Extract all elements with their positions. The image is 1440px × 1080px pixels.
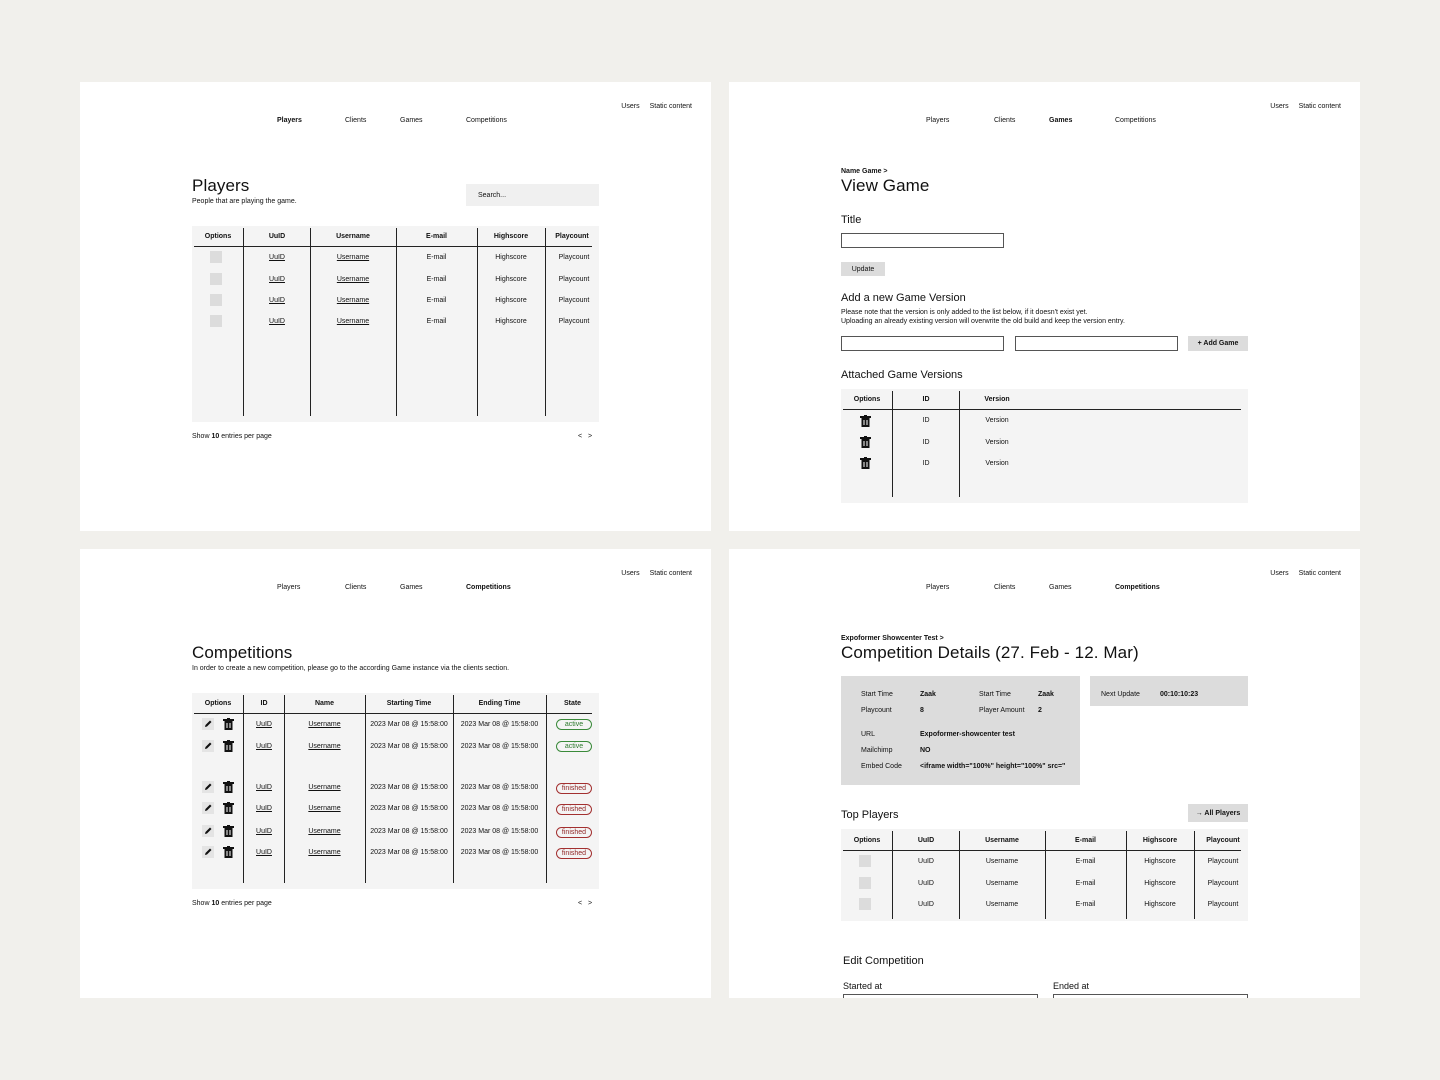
highscore-cell: Highscore: [1144, 880, 1176, 887]
col-playcount: Playcount: [555, 233, 589, 240]
end-cell: 2023 Mar 08 @ 15:58:00: [460, 743, 539, 750]
uuid-link[interactable]: UuID: [269, 276, 285, 283]
entries-count[interactable]: 10: [211, 900, 220, 907]
row-checkbox[interactable]: [859, 855, 871, 867]
email-cell: E-mail: [426, 297, 447, 304]
playcount-label: Playcount: [861, 707, 892, 714]
page-subtitle: In order to create a new competition, please go to the according Game instance via the clients section.: [192, 665, 510, 672]
nav-players[interactable]: Players: [926, 117, 950, 124]
trash-icon[interactable]: [860, 415, 871, 427]
trash-icon[interactable]: [223, 825, 234, 837]
edit-icon[interactable]: [202, 718, 214, 730]
name-link[interactable]: Username: [308, 784, 341, 791]
ended-at-label: Ended at: [1053, 981, 1090, 991]
col-email: E-mail: [1074, 837, 1096, 844]
playcount-cell: Playcount: [558, 254, 590, 261]
header-divider: [194, 713, 592, 714]
nav-competitions[interactable]: Competitions: [1115, 117, 1156, 124]
end-cell: 2023 Mar 08 @ 15:58:00: [460, 849, 539, 856]
top-links: [1270, 570, 1341, 577]
playcount-cell: Playcount: [1207, 880, 1239, 887]
status-badge: active: [556, 719, 592, 730]
id-link[interactable]: UuID: [256, 849, 272, 856]
uuid-cell: UuID: [918, 858, 934, 865]
username-link[interactable]: Username: [336, 254, 370, 261]
edit-icon[interactable]: [202, 740, 214, 752]
next-update-box: [1090, 676, 1248, 706]
id-link[interactable]: UuID: [256, 828, 272, 835]
pager[interactable]: < >: [578, 900, 595, 907]
mailchimp-label: Mailchimp: [861, 747, 893, 754]
playcount-cell: Playcount: [1207, 858, 1239, 865]
nav-clients[interactable]: Clients: [994, 584, 1016, 591]
search-input[interactable]: [466, 184, 599, 206]
status-badge: finished: [556, 848, 592, 859]
footer-show: Show: [192, 900, 212, 907]
version-input[interactable]: [841, 336, 1004, 351]
entries-count[interactable]: 10: [211, 433, 220, 440]
email-cell: E-mail: [1075, 880, 1096, 887]
next-update-value: 00:10:10:23: [1160, 691, 1199, 698]
col-options: Options: [853, 396, 881, 403]
add-game-button[interactable]: + Add Game: [1188, 336, 1248, 351]
url-label: URL: [861, 731, 876, 738]
header-divider: [194, 246, 592, 247]
name-link[interactable]: Username: [308, 743, 341, 750]
top-links: [1270, 103, 1341, 110]
status-badge: finished: [556, 827, 592, 838]
static-content-link[interactable]: Static content: [649, 570, 692, 577]
username-cell: Username: [985, 858, 1019, 865]
nav-competitions[interactable]: Competitions: [466, 117, 507, 124]
page-title: View Game: [841, 176, 930, 195]
users-link[interactable]: Users: [1270, 570, 1289, 577]
edit-competition-heading: Edit Competition: [843, 955, 924, 967]
id-cell: ID: [922, 460, 930, 467]
top-links: [621, 103, 692, 110]
embed-code-label: Embed Code: [861, 763, 902, 770]
uuid-cell: UuID: [918, 901, 934, 908]
highscore-cell: Highscore: [495, 276, 527, 283]
users-link[interactable]: Users: [621, 103, 640, 110]
page-subtitle: People that are playing the game.: [192, 198, 297, 205]
trash-icon[interactable]: [223, 740, 234, 752]
ended-at-input[interactable]: [1053, 994, 1248, 998]
row-checkbox[interactable]: [859, 898, 871, 910]
nav-clients[interactable]: Clients: [994, 117, 1016, 124]
edit-icon[interactable]: [202, 781, 214, 793]
competition-info-box: [841, 676, 1080, 785]
status-badge: finished: [556, 783, 592, 794]
top-players-table: [841, 829, 1248, 921]
footer-rest: entries per page: [219, 433, 272, 440]
top-players-heading: Top Players: [841, 809, 899, 821]
col-id: ID: [922, 396, 930, 403]
highscore-cell: Highscore: [1144, 901, 1176, 908]
url-value[interactable]: Expoformer-showcenter test: [920, 731, 1015, 738]
start-time-2-label: Start Time: [979, 691, 1011, 698]
id-link[interactable]: UuID: [256, 721, 272, 728]
start-cell: 2023 Mar 08 @ 15:58:00: [370, 784, 448, 791]
col-playcount: Playcount: [1206, 837, 1240, 844]
users-link[interactable]: Users: [621, 570, 640, 577]
trash-icon[interactable]: [223, 846, 234, 858]
email-cell: E-mail: [426, 254, 447, 261]
static-content-link[interactable]: Static content: [649, 103, 692, 110]
col-options: Options: [204, 233, 232, 240]
row-checkbox[interactable]: [210, 294, 222, 306]
col-uuid: UuID: [268, 233, 286, 240]
edit-icon[interactable]: [202, 825, 214, 837]
row-checkbox[interactable]: [210, 315, 222, 327]
name-link[interactable]: Username: [308, 721, 341, 728]
id-cell: ID: [922, 439, 930, 446]
col-email: E-mail: [425, 233, 447, 240]
start-time-value: Zaak: [920, 691, 936, 698]
col-state: State: [563, 700, 582, 707]
row-checkbox[interactable]: [210, 251, 222, 263]
player-amount-label: Player Amount: [979, 707, 1025, 714]
competitions-table: [192, 693, 599, 889]
nav-clients[interactable]: Clients: [345, 584, 367, 591]
start-cell: 2023 Mar 08 @ 15:58:00: [370, 721, 448, 728]
col-options: Options: [204, 700, 232, 707]
build-file-input[interactable]: [1015, 336, 1178, 351]
id-cell: ID: [922, 417, 930, 424]
new-version-heading: Add a new Game Version: [841, 292, 966, 304]
edit-icon[interactable]: [202, 846, 214, 858]
pagination-size: [192, 433, 272, 440]
search-placeholder: Search...: [478, 191, 507, 199]
nav-clients[interactable]: Clients: [345, 117, 367, 124]
playcount-cell: Playcount: [558, 276, 590, 283]
end-cell: 2023 Mar 08 @ 15:58:00: [460, 805, 539, 812]
all-players-button[interactable]: → All Players: [1188, 804, 1248, 822]
highscore-cell: Highscore: [495, 297, 527, 304]
player-amount-value: 2: [1038, 707, 1042, 714]
uuid-link[interactable]: UuID: [269, 254, 285, 261]
nav-players[interactable]: Players: [277, 117, 302, 124]
top-links: [621, 570, 692, 577]
pagination-size: [192, 900, 272, 907]
nav-players[interactable]: Players: [277, 584, 301, 591]
end-cell: 2023 Mar 08 @ 15:58:00: [460, 784, 539, 791]
status-badge: active: [556, 741, 592, 752]
col-uuid: UuID: [917, 837, 935, 844]
version-cell: Version: [985, 417, 1009, 424]
username-cell: Username: [985, 901, 1019, 908]
embed-code-value[interactable]: <iframe width="100%" height="100%" src=": [920, 763, 1066, 770]
page-title: Players: [192, 176, 250, 195]
users-link[interactable]: Users: [1270, 103, 1289, 110]
col-name: Name: [314, 700, 335, 707]
end-cell: 2023 Mar 08 @ 15:58:00: [460, 721, 539, 728]
version-note-2: Uploading an already existing version will overwrite the old build and keep the version entry.: [841, 318, 1125, 325]
nav-games[interactable]: Games: [1049, 584, 1072, 591]
username-link[interactable]: Username: [336, 297, 370, 304]
col-ending-time: Ending Time: [478, 700, 521, 707]
name-link[interactable]: Username: [308, 805, 341, 812]
id-link[interactable]: UuID: [256, 784, 272, 791]
start-cell: 2023 Mar 08 @ 15:58:00: [370, 828, 448, 835]
username-cell: Username: [985, 880, 1019, 887]
email-cell: E-mail: [426, 318, 447, 325]
edit-icon[interactable]: [202, 802, 214, 814]
versions-table: [841, 389, 1248, 503]
playcount-cell: Playcount: [558, 318, 590, 325]
started-at-input[interactable]: [843, 994, 1038, 998]
breadcrumb[interactable]: Name Game >: [841, 168, 888, 175]
trash-icon[interactable]: [223, 781, 234, 793]
competition-details-panel: [729, 549, 1360, 998]
col-id: ID: [260, 700, 268, 707]
footer-show: Show: [192, 433, 212, 440]
attached-versions-heading: Attached Game Versions: [841, 369, 963, 381]
row-checkbox[interactable]: [859, 877, 871, 889]
id-link[interactable]: UuID: [256, 743, 272, 750]
breadcrumb[interactable]: Expoformer Showcenter Test >: [841, 635, 944, 642]
nav-competitions[interactable]: Competitions: [1115, 584, 1160, 591]
version-cell: Version: [985, 439, 1009, 446]
started-at-label: Started at: [843, 981, 883, 991]
nav-competitions[interactable]: Competitions: [466, 584, 511, 591]
row-checkbox[interactable]: [210, 273, 222, 285]
static-content-link[interactable]: Static content: [1298, 103, 1341, 110]
start-cell: 2023 Mar 08 @ 15:58:00: [370, 849, 448, 856]
nav-games[interactable]: Games: [400, 584, 423, 591]
uuid-link[interactable]: UuID: [269, 318, 285, 325]
nav-games[interactable]: Games: [400, 117, 423, 124]
start-cell: 2023 Mar 08 @ 15:58:00: [370, 743, 448, 750]
end-cell: 2023 Mar 08 @ 15:58:00: [460, 828, 539, 835]
email-cell: E-mail: [1075, 901, 1096, 908]
players-panel: [80, 82, 711, 531]
start-time-label: Start Time: [861, 691, 893, 698]
col-highscore: Highscore: [1142, 837, 1178, 844]
col-starting-time: Starting Time: [386, 700, 432, 707]
update-button[interactable]: Update: [841, 262, 885, 276]
mailchimp-value: NO: [920, 747, 931, 754]
uuid-link[interactable]: UuID: [269, 297, 285, 304]
col-username: Username: [336, 233, 370, 240]
status-badge: finished: [556, 804, 592, 815]
col-version: Version: [984, 396, 1010, 403]
footer-rest: entries per page: [219, 900, 272, 907]
col-highscore: Highscore: [493, 233, 529, 240]
trash-icon[interactable]: [223, 802, 234, 814]
title-label: Title: [841, 214, 862, 226]
page-title: Competition Details (27. Feb - 12. Mar): [841, 643, 1139, 662]
header-divider: [843, 850, 1241, 851]
trash-icon[interactable]: [860, 436, 871, 448]
playcount-value: 8: [920, 707, 924, 714]
name-link[interactable]: Username: [308, 828, 341, 835]
highscore-cell: Highscore: [495, 318, 527, 325]
start-cell: 2023 Mar 08 @ 15:58:00: [370, 805, 448, 812]
players-table: [192, 226, 599, 422]
version-note-1: Please note that the version is only added to the list below, if it doesn't exist yet.: [841, 309, 1088, 316]
id-link[interactable]: UuID: [256, 805, 272, 812]
name-link[interactable]: Username: [308, 849, 341, 856]
header-divider: [843, 409, 1241, 410]
trash-icon[interactable]: [223, 718, 234, 730]
title-input[interactable]: [841, 233, 1004, 248]
static-content-link[interactable]: Static content: [1298, 570, 1341, 577]
nav-players[interactable]: Players: [926, 584, 950, 591]
col-divider: [546, 695, 547, 883]
start-time-2-value: Zaak: [1038, 691, 1054, 698]
uuid-cell: UuID: [918, 880, 934, 887]
email-cell: E-mail: [426, 276, 447, 283]
username-link[interactable]: Username: [336, 276, 370, 283]
competitions-panel: [80, 549, 711, 998]
highscore-cell: Highscore: [1144, 858, 1176, 865]
next-update-label: Next Update: [1101, 691, 1140, 698]
version-cell: Version: [985, 460, 1009, 467]
email-cell: E-mail: [1075, 858, 1096, 865]
playcount-cell: Playcount: [1207, 901, 1239, 908]
pager[interactable]: < >: [578, 433, 595, 440]
page-title: Competitions: [192, 643, 293, 662]
username-link[interactable]: Username: [336, 318, 370, 325]
playcount-cell: Playcount: [558, 297, 590, 304]
view-game-panel: [729, 82, 1360, 531]
col-username: Username: [985, 837, 1019, 844]
highscore-cell: Highscore: [495, 254, 527, 261]
col-options: Options: [853, 837, 881, 844]
nav-games[interactable]: Games: [1049, 117, 1073, 124]
trash-icon[interactable]: [860, 457, 871, 469]
